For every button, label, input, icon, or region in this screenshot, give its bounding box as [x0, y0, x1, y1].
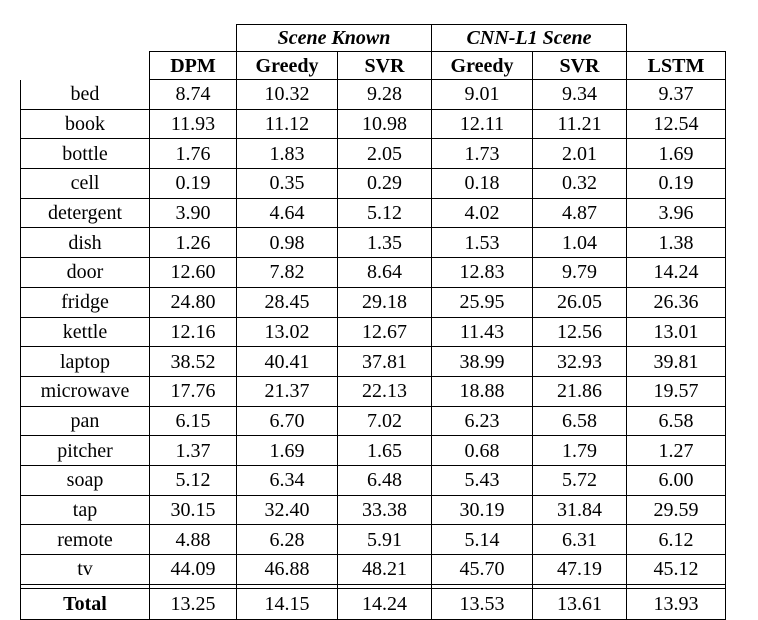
- row-label: remote: [21, 525, 150, 555]
- table-cell: 45.12: [627, 555, 726, 585]
- row-label: tv: [21, 555, 150, 585]
- table-row: [21, 436, 726, 466]
- table-cell: 46.88: [237, 555, 338, 585]
- table-cell: 26.36: [627, 287, 726, 317]
- table-row: [21, 139, 726, 169]
- table-row: [21, 555, 726, 585]
- total-row: [21, 588, 726, 619]
- table-cell: 24.80: [150, 287, 237, 317]
- table-cell: 6.48: [338, 465, 432, 495]
- table-cell: 9.34: [533, 80, 627, 110]
- table-cell: 1.04: [533, 228, 627, 258]
- table-cell: 6.28: [237, 525, 338, 555]
- table-cell: 1.38: [627, 228, 726, 258]
- table-row: [21, 465, 726, 495]
- table-cell: 1.79: [533, 436, 627, 466]
- table-cell: 6.34: [237, 465, 338, 495]
- table-cell: 6.58: [533, 406, 627, 436]
- table-cell: 5.43: [432, 465, 533, 495]
- table-cell: 25.95: [432, 287, 533, 317]
- table-cell: 1.27: [627, 436, 726, 466]
- row-label: fridge: [21, 287, 150, 317]
- total-cell: 14.15: [237, 588, 338, 619]
- column-header-dpm: DPM: [150, 52, 237, 80]
- total-label: Total: [21, 588, 150, 619]
- table-cell: 11.21: [533, 109, 627, 139]
- table-cell: 1.69: [237, 436, 338, 466]
- table-cell: 0.18: [432, 169, 533, 199]
- table-cell: 0.35: [237, 169, 338, 199]
- row-label: bed: [21, 80, 150, 110]
- table-cell: 1.37: [150, 436, 237, 466]
- table-cell: 12.11: [432, 109, 533, 139]
- column-header-svr-known: SVR: [338, 52, 432, 80]
- row-label: soap: [21, 465, 150, 495]
- table-cell: 3.90: [150, 198, 237, 228]
- table-cell: 12.56: [533, 317, 627, 347]
- table-cell: 8.64: [338, 258, 432, 288]
- table-cell: 7.82: [237, 258, 338, 288]
- table-cell: 5.14: [432, 525, 533, 555]
- table-cell: 14.24: [627, 258, 726, 288]
- table-cell: 33.38: [338, 495, 432, 525]
- table-cell: 44.09: [150, 555, 237, 585]
- table-row: [21, 258, 726, 288]
- row-label: tap: [21, 495, 150, 525]
- table-cell: 9.37: [627, 80, 726, 110]
- table-row: [21, 525, 726, 555]
- column-header-greedy-known: Greedy: [237, 52, 338, 80]
- group-header-cnn-l1-scene: CNN-L1 Scene: [432, 25, 627, 52]
- table-cell: 11.12: [237, 109, 338, 139]
- table-cell: 2.05: [338, 139, 432, 169]
- table-cell: 45.70: [432, 555, 533, 585]
- table-row: [21, 406, 726, 436]
- table-row: [21, 198, 726, 228]
- table-cell: 0.19: [627, 169, 726, 199]
- column-header-lstm: LSTM: [627, 52, 726, 80]
- table-cell: 1.83: [237, 139, 338, 169]
- row-label: bottle: [21, 139, 150, 169]
- row-label: kettle: [21, 317, 150, 347]
- table-cell: 2.01: [533, 139, 627, 169]
- table-body: [21, 80, 726, 585]
- table-cell: 9.28: [338, 80, 432, 110]
- table-cell: 13.02: [237, 317, 338, 347]
- row-label: dish: [21, 228, 150, 258]
- row-label: microwave: [21, 376, 150, 406]
- row-label: cell: [21, 169, 150, 199]
- table-cell: 3.96: [627, 198, 726, 228]
- table-cell: 6.00: [627, 465, 726, 495]
- table-cell: 0.68: [432, 436, 533, 466]
- table-cell: 12.60: [150, 258, 237, 288]
- table-cell: 28.45: [237, 287, 338, 317]
- total-cell: 13.61: [533, 588, 627, 619]
- row-label: pan: [21, 406, 150, 436]
- table-cell: 5.12: [338, 198, 432, 228]
- row-label: laptop: [21, 347, 150, 377]
- table-cell: 40.41: [237, 347, 338, 377]
- table-cell: 21.86: [533, 376, 627, 406]
- results-table: [20, 24, 726, 620]
- table-cell: 17.76: [150, 376, 237, 406]
- total-cell: 13.53: [432, 588, 533, 619]
- table-row: [21, 169, 726, 199]
- total-cell: 14.24: [338, 588, 432, 619]
- table-cell: 5.91: [338, 525, 432, 555]
- table-cell: 12.83: [432, 258, 533, 288]
- table-cell: 1.69: [627, 139, 726, 169]
- column-header-svr-cnn: SVR: [533, 52, 627, 80]
- table-cell: 31.84: [533, 495, 627, 525]
- row-label: detergent: [21, 198, 150, 228]
- table-cell: 0.98: [237, 228, 338, 258]
- table-cell: 8.74: [150, 80, 237, 110]
- table-cell: 29.18: [338, 287, 432, 317]
- table-row: [21, 228, 726, 258]
- group-header-row: [21, 25, 726, 52]
- table-cell: 39.81: [627, 347, 726, 377]
- table-cell: 12.16: [150, 317, 237, 347]
- table-cell: 5.12: [150, 465, 237, 495]
- table-cell: 1.76: [150, 139, 237, 169]
- table-cell: 6.15: [150, 406, 237, 436]
- table-cell: 1.65: [338, 436, 432, 466]
- table-cell: 6.58: [627, 406, 726, 436]
- row-label: book: [21, 109, 150, 139]
- table-cell: 1.53: [432, 228, 533, 258]
- table-cell: 30.19: [432, 495, 533, 525]
- total-cell: 13.25: [150, 588, 237, 619]
- table-row: [21, 317, 726, 347]
- row-label: pitcher: [21, 436, 150, 466]
- table-cell: 21.37: [237, 376, 338, 406]
- table-cell: 7.02: [338, 406, 432, 436]
- table-cell: 0.19: [150, 169, 237, 199]
- table-cell: 0.29: [338, 169, 432, 199]
- table-cell: 6.12: [627, 525, 726, 555]
- table-total: [21, 584, 726, 619]
- table-cell: 10.98: [338, 109, 432, 139]
- column-header-row: [21, 52, 726, 80]
- total-cell: 13.93: [627, 588, 726, 619]
- table-row: [21, 376, 726, 406]
- table-cell: 12.67: [338, 317, 432, 347]
- table-cell: 29.59: [627, 495, 726, 525]
- table-row: [21, 347, 726, 377]
- group-header-scene-known: Scene Known: [237, 25, 432, 52]
- table-cell: 4.02: [432, 198, 533, 228]
- row-label: door: [21, 258, 150, 288]
- table-cell: 1.73: [432, 139, 533, 169]
- table-cell: 0.32: [533, 169, 627, 199]
- table-cell: 26.05: [533, 287, 627, 317]
- table-cell: 6.70: [237, 406, 338, 436]
- table-cell: 22.13: [338, 376, 432, 406]
- table-cell: 4.88: [150, 525, 237, 555]
- table-row: [21, 495, 726, 525]
- table-cell: 30.15: [150, 495, 237, 525]
- table-cell: 48.21: [338, 555, 432, 585]
- table-cell: 13.01: [627, 317, 726, 347]
- table-cell: 37.81: [338, 347, 432, 377]
- table-cell: 38.52: [150, 347, 237, 377]
- table-cell: 9.01: [432, 80, 533, 110]
- table-cell: 1.26: [150, 228, 237, 258]
- table-cell: 19.57: [627, 376, 726, 406]
- table-cell: 12.54: [627, 109, 726, 139]
- table-cell: 32.40: [237, 495, 338, 525]
- table-row: [21, 287, 726, 317]
- table-row: [21, 80, 726, 110]
- column-header-greedy-cnn: Greedy: [432, 52, 533, 80]
- table-cell: 11.43: [432, 317, 533, 347]
- table-cell: 1.35: [338, 228, 432, 258]
- table-cell: 10.32: [237, 80, 338, 110]
- table-cell: 6.31: [533, 525, 627, 555]
- table-cell: 5.72: [533, 465, 627, 495]
- table-cell: 11.93: [150, 109, 237, 139]
- table-cell: 18.88: [432, 376, 533, 406]
- table-cell: 6.23: [432, 406, 533, 436]
- table-cell: 4.87: [533, 198, 627, 228]
- table-cell: 9.79: [533, 258, 627, 288]
- table-cell: 4.64: [237, 198, 338, 228]
- table-cell: 47.19: [533, 555, 627, 585]
- table-row: [21, 109, 726, 139]
- table-cell: 38.99: [432, 347, 533, 377]
- table-cell: 32.93: [533, 347, 627, 377]
